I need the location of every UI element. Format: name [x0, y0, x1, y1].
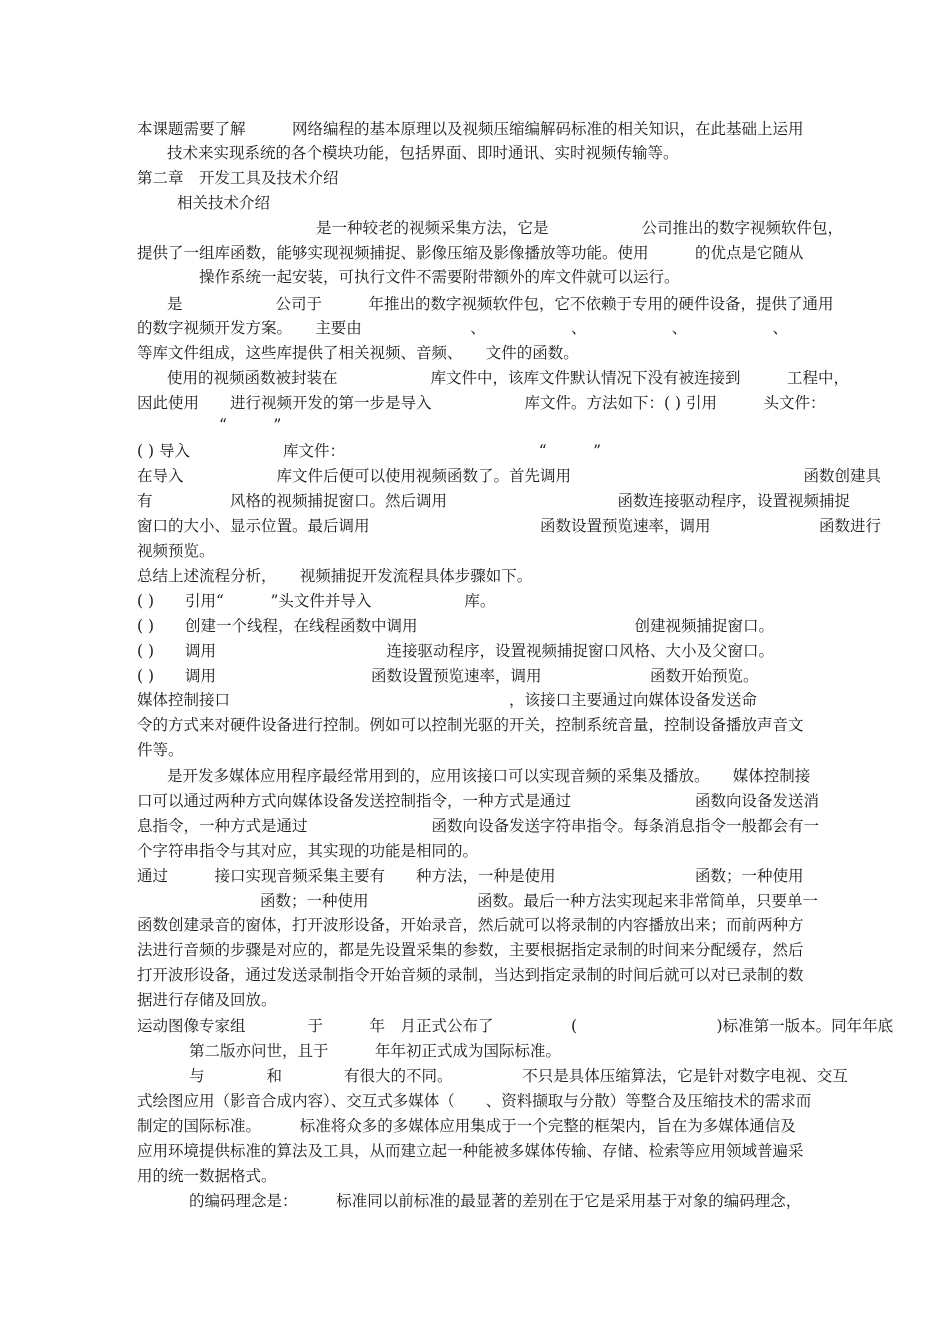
- text-line: 等库文件组成，这些库提供了相关视频、音频、 文件的函数。: [137, 344, 579, 362]
- text-line: 的数字视频开发方案。 主要由 、 、 、 、: [137, 319, 789, 337]
- text-line: ( ) 导入 库文件： “ ”: [137, 442, 602, 460]
- text-line: 窗口的大小、显示位置。最后调用 函数设置预览速率，调用 函数进行: [137, 517, 882, 535]
- text-line: 总结上述流程分析， 视频捕捉开发流程具体步骤如下。: [137, 567, 533, 585]
- text-line: 制定的国际标准。 标准将众多的多媒体应用集成于一个完整的框架内，旨在为多媒体通信及: [137, 1117, 796, 1135]
- text-line: 据进行存储及回放。: [137, 991, 277, 1009]
- text-line: 的编码理念是： 标准同以前标准的最显著的差别在于它是采用基于对象的编码理念，: [189, 1192, 802, 1210]
- text-line: 运动图像专家组 于 年 月正式公布了 ( )标准第一版本。同年年底: [137, 1017, 894, 1035]
- chapter-heading: 第二章 开发工具及技术介绍: [137, 169, 339, 187]
- text-line: 应用环境提供标准的算法及工具，从而建立起一种能被多媒体传输、存储、检索等应用领域普遍采: [137, 1142, 804, 1160]
- text-line: 用的统一数据格式。: [137, 1167, 277, 1185]
- text-line: 是一种较老的视频采集方法，它是 公司推出的数字视频软件包，: [316, 219, 844, 237]
- list-item: ( ) 引用“ ”头文件并导入 库。: [137, 592, 496, 610]
- text-line: 本课题需要了解 网络编程的基本原理以及视频压缩编解码标准的相关知识，在此基础上运用: [137, 120, 804, 138]
- text-line: 令的方式来对硬件设备进行控制。例如可以控制光驱的开关，控制系统音量，控制设备播放声音文: [137, 716, 804, 734]
- text-line: 打开波形设备，通过发送录制指令开始音频的录制，当达到指定录制的时间后就可以对已录制的数: [137, 966, 804, 984]
- text-line: 函数创建录音的窗体，打开波形设备，开始录音，然后就可以将录制的内容播放出来；而前两种方: [137, 916, 804, 934]
- text-line: 个字符串指令与其对应，其实现的功能是相同的。: [137, 842, 479, 860]
- text-line: 函数；一种使用 函数。最后一种方法实现起来非常简单，只要单一: [260, 892, 819, 910]
- text-line: 在导入 库文件后便可以使用视频函数了。首先调用 函数创建具: [137, 467, 882, 485]
- text-line: 式绘图应用（影音合成内容）、交互式多媒体（ 、资料撷取与分散）等整合及压缩技术的需求而: [137, 1092, 812, 1110]
- list-item: ( ) 调用 连接驱动程序，设置视频捕捉窗口风格、大小及父窗口。: [137, 642, 775, 660]
- text-line: 与 和 有很大的不同。 不只是具体压缩算法，它是针对数字电视、交互: [189, 1067, 848, 1085]
- list-item: ( ) 调用 函数设置预览速率，调用 函数开始预览。: [137, 667, 759, 685]
- text-line: 是开发多媒体应用程序最经常用到的，应用该接口可以实现音频的采集及播放。 媒体控制接: [167, 767, 811, 785]
- text-line: 有 风格的视频捕捉窗口。然后调用 函数连接驱动程序，设置视频捕捉: [137, 492, 851, 510]
- text-line: 操作系统一起安装，可执行文件不需要附带额外的库文件就可以运行。: [199, 268, 680, 286]
- text-line: 媒体控制接口 ，该接口主要通过向媒体设备发送命: [137, 691, 758, 709]
- text-line: 息指令，一种方式是通过 函数向设备发送字符串指令。每条消息指令一般都会有一: [137, 817, 820, 835]
- text-line: 通过 接口实现音频采集主要有 种方法，一种是使用 函数；一种使用: [137, 867, 804, 885]
- text-line: 提供了一组库函数，能够实现视频捕捉、影像压缩及影像播放等功能。使用 的优点是它随从: [137, 244, 804, 262]
- text-line: 口可以通过两种方式向媒体设备发送控制指令，一种方式是通过 函数向设备发送消: [137, 792, 820, 810]
- list-item: ( ) 创建一个线程，在线程函数中调用 创建视频捕捉窗口。: [137, 617, 775, 635]
- text-line: 视频预览。: [137, 542, 215, 560]
- text-line: 是 公司于 年推出的数字视频软件包，它不依赖于专用的硬件设备，提供了通用: [167, 295, 834, 313]
- text-line: 第二版亦问世，且于 年年初正式成为国际标准。: [189, 1042, 562, 1060]
- text-line: “ ”: [219, 416, 282, 434]
- text-line: 件等。: [137, 741, 184, 759]
- text-line: 法进行音频的步骤是对应的，都是先设置采集的参数，主要根据指定录制的时间来分配缓存，然后: [137, 941, 804, 959]
- section-heading: 相关技术介绍: [177, 194, 271, 212]
- text-line: 技术来实现系统的各个模块功能，包括界面、即时通讯、实时视频传输等。: [167, 144, 679, 162]
- text-line: 因此使用 进行视频开发的第一步是导入 库文件。方法如下：( ) 引用 头文件：: [137, 394, 826, 412]
- text-line: 使用的视频函数被封装在 库文件中，该库文件默认情况下没有被连接到 工程中，: [167, 369, 850, 387]
